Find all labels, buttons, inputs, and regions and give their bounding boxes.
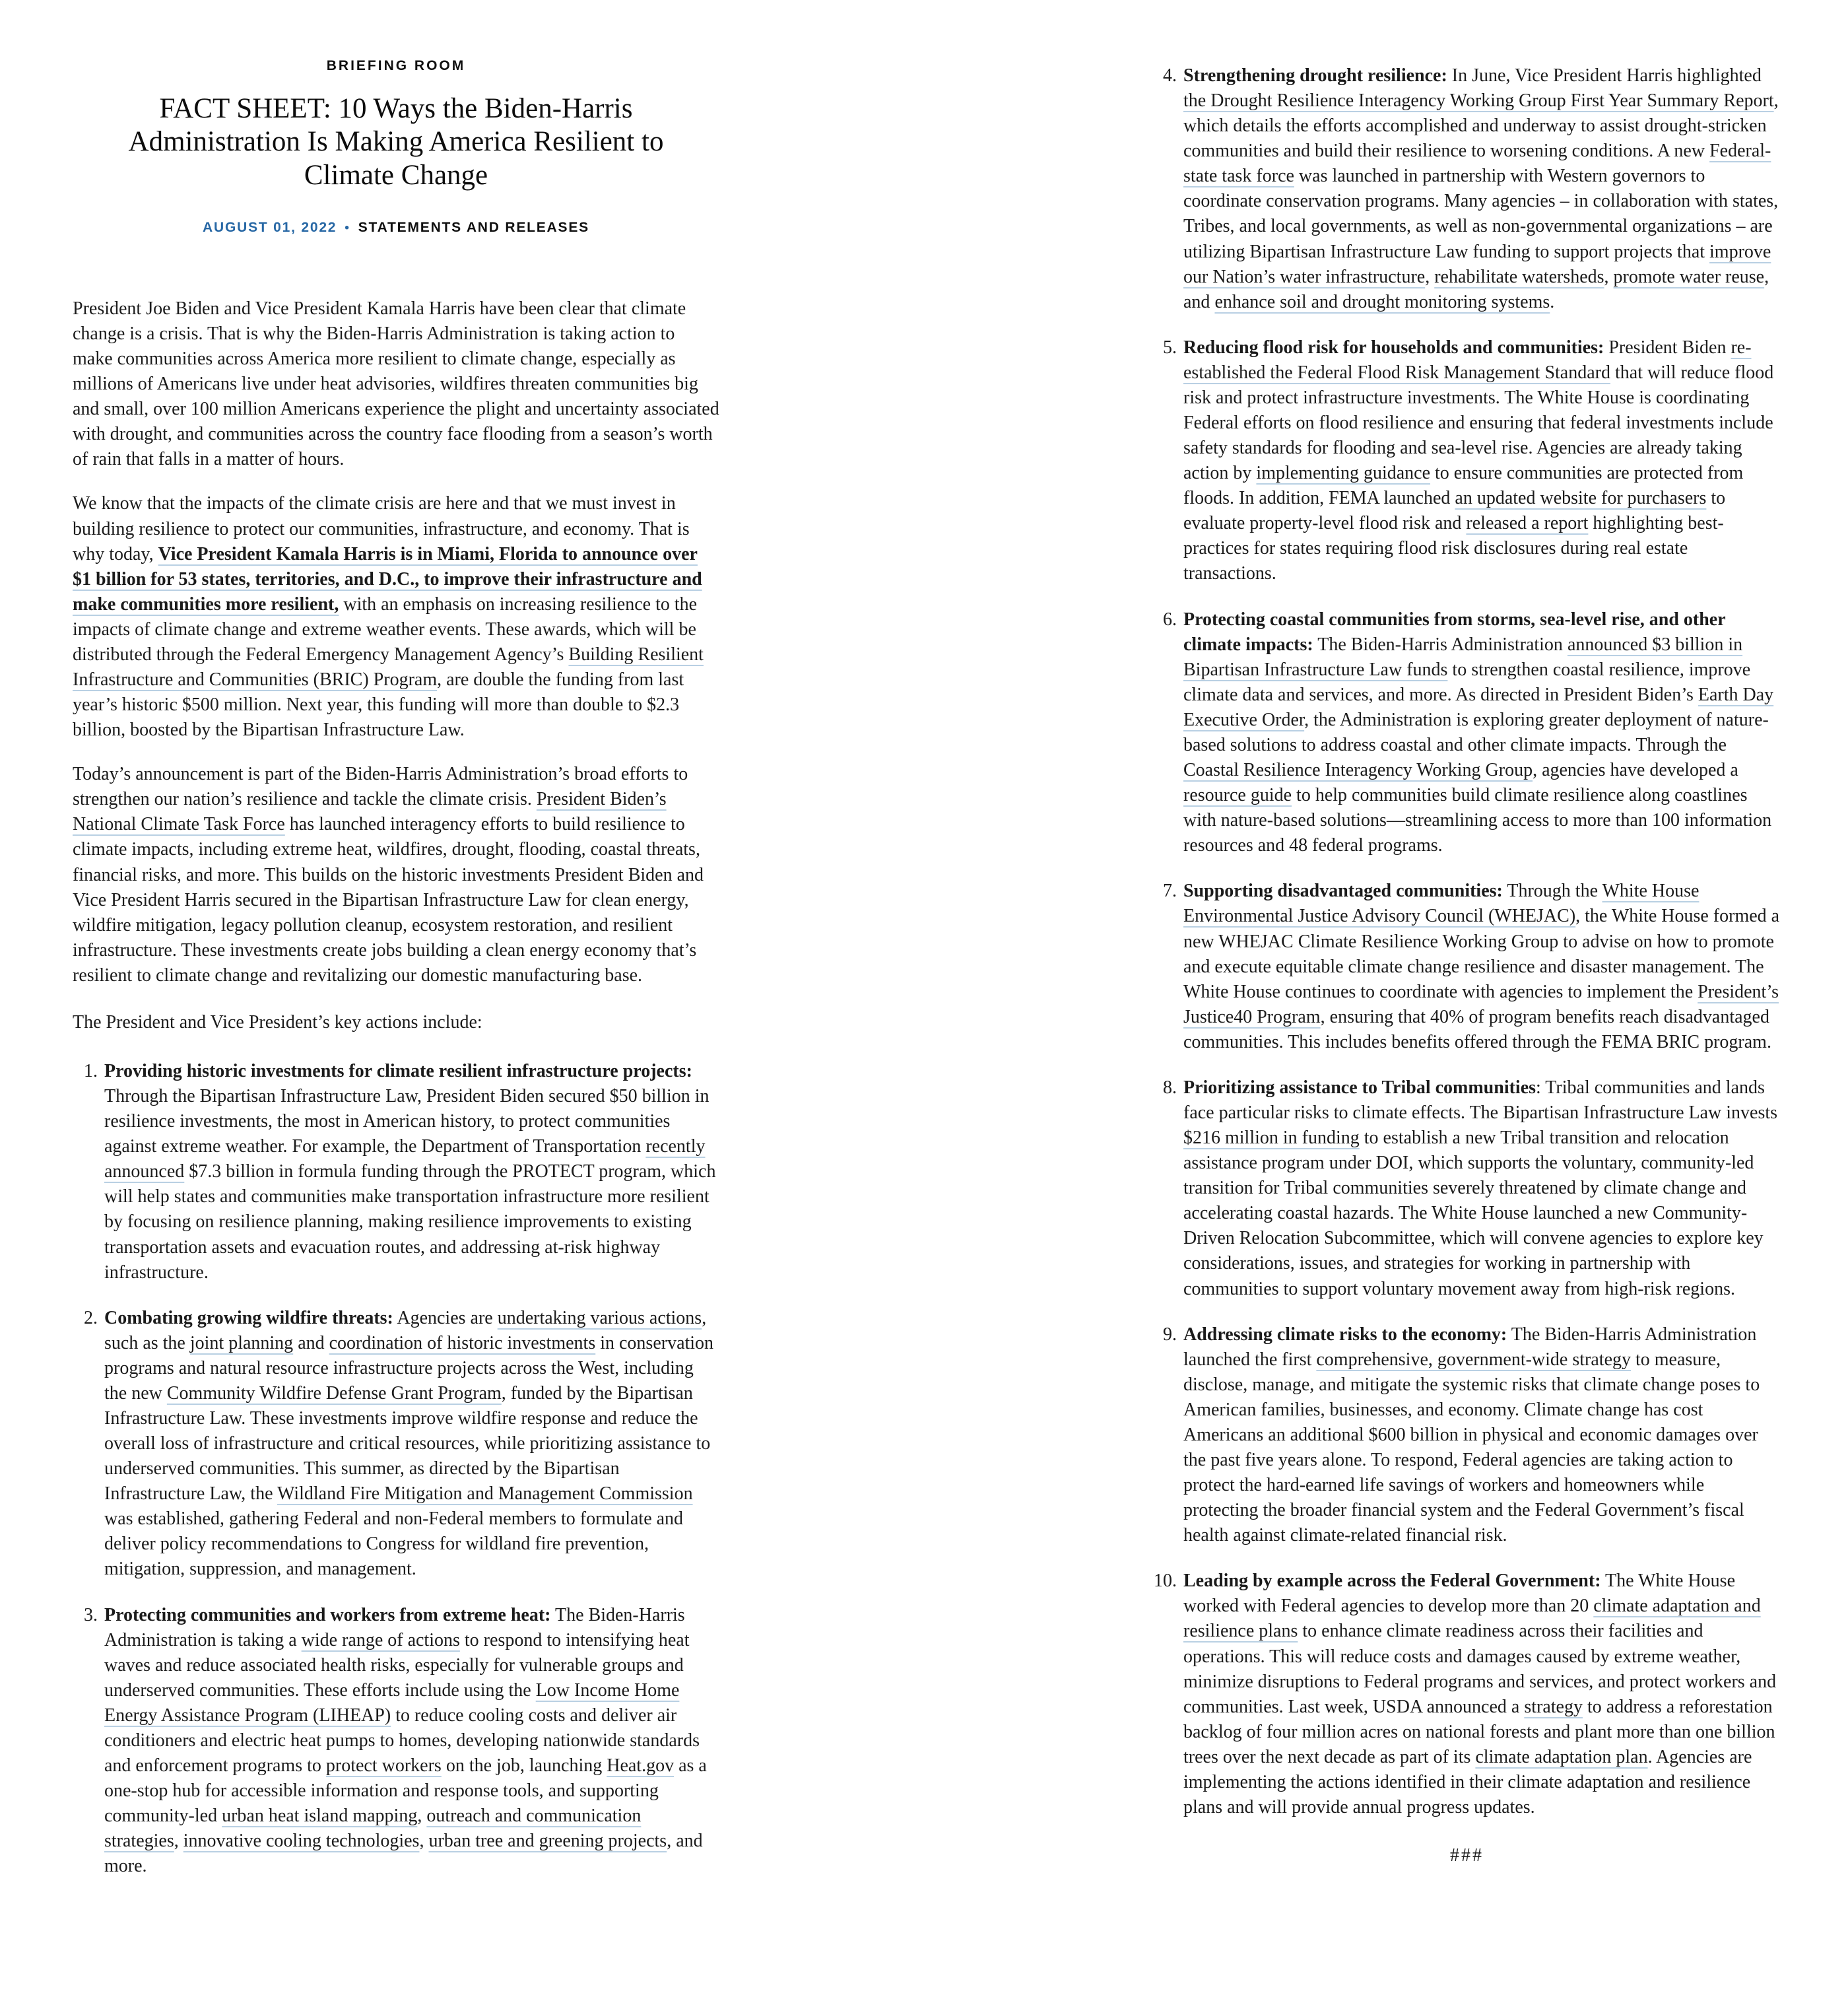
article-meta	[73, 220, 719, 236]
inline-link[interactable]: Vice President Kamala Harris is in Miami, Florida to announce over $1 billion for 53 states, territories, and D.C., to improve their infrastructure and make communities more resilient,	[73, 543, 702, 615]
text-segment: The Biden-Harris Administration is taking a	[104, 1604, 685, 1650]
text-segment: to evaluate property-level flood risk and	[1183, 488, 1726, 534]
text-segment: Protecting coastal communities from storms, sea-level rise, and other climate impacts:	[1183, 609, 1726, 655]
inline-link[interactable]: climate adaptation plan	[1475, 1746, 1648, 1767]
item-text	[1183, 65, 1779, 312]
text-segment: that will reduce flood risk and protect infrastructure investments. The White House is coordinating Federal efforts on flood resilience and ensuring that federal investments include safety standards for flooding and sea-level rise. Agencies are already taking action by	[1183, 362, 1774, 484]
text-segment: to address a reforestation backlog of four million acres on national forests and plant more than one billion trees over the next decade as part of its	[1183, 1696, 1775, 1767]
text-segment: We know that the impacts of the climate crisis are here and that we must invest in building resilience to protect our communities, infrastructure, and economy. That is why today,	[73, 493, 690, 564]
text-segment: In June, Vice President Harris highlighted	[1447, 65, 1762, 86]
inline-link[interactable]: coordination of historic investments	[329, 1332, 596, 1353]
inline-link[interactable]: innovative cooling technologies	[183, 1831, 420, 1852]
item-number: 9.	[1163, 1324, 1177, 1345]
item-text	[1183, 337, 1773, 584]
text-segment: , which details the efforts accomplished and underway to assist drought-stricken communities and build their resilience to worsening conditions. A new	[1183, 90, 1779, 162]
text-segment: , and more.	[104, 1831, 703, 1877]
text-segment: to enhance climate readiness across their facilities and operations. This will reduce costs and damages caused by extreme weather, minimize disruptions to Federal programs and services, and protect workers and communities. Last week, USDA announced a	[1183, 1621, 1777, 1717]
inline-link[interactable]: an updated website for purchasers	[1455, 488, 1707, 509]
text-segment: Supporting disadvantaged communities:	[1183, 881, 1503, 902]
text-segment: Reducing flood risk for households and communities:	[1183, 337, 1604, 358]
text-segment: highlighting best-practices for states requiring flood risk disclosures during real estate transactions.	[1183, 513, 1724, 584]
inline-link[interactable]: undertaking various actions	[497, 1307, 702, 1328]
inline-link[interactable]: improve our Nation’s water infrastructure	[1183, 241, 1771, 287]
separator-dot-icon: •	[345, 220, 350, 235]
inline-link[interactable]: implementing guidance	[1256, 463, 1431, 484]
inline-link[interactable]: resource guide	[1183, 785, 1292, 806]
inline-link[interactable]: released a report	[1466, 513, 1589, 534]
intro-paragraph-3	[73, 762, 719, 988]
item-number: 10.	[1154, 1571, 1177, 1592]
inline-link[interactable]: strategy	[1524, 1696, 1583, 1717]
text-segment: Addressing climate risks to the economy:	[1183, 1324, 1507, 1345]
text-segment: , and	[1183, 266, 1769, 312]
inline-link[interactable]: announced $3 billion in Bipartisan Infrastructure Law funds	[1183, 634, 1743, 680]
article-header	[73, 58, 719, 236]
text-segment: Strengthening drought resilience:	[1183, 65, 1447, 86]
text-segment: Protecting communities and workers from extreme heat:	[104, 1604, 551, 1625]
text-segment: ,	[1604, 266, 1614, 287]
text-segment: has launched interagency efforts to build resilience to climate impacts, including extreme heat, wildfires, drought, flooding, coastal threats, financial risks, and more. This builds on the historic investments President Biden and Vice President Harris secured in the Bipartisan Infrastructure Law for clean energy, wildfire mitigation, legacy pollution cleanup, ecosystem restoration, and resilient infrastructure. These investments create jobs building a clean energy economy that’s resilient to climate change and revitalizing our domestic manufacturing base.	[73, 814, 704, 986]
text-segment: Agencies are	[393, 1307, 498, 1328]
text-segment: to help communities build climate resilience along coastlines with nature-based solutions—streamlining access to more than 100 information resources and 48 federal programs.	[1183, 785, 1772, 856]
action-item-2	[84, 1306, 719, 1582]
inline-link[interactable]: Community Wildfire Defense Grant Program	[166, 1382, 502, 1404]
inline-link[interactable]: Heat.gov	[607, 1755, 675, 1777]
item-number: 8.	[1163, 1077, 1177, 1098]
item-text	[104, 1605, 707, 1877]
end-of-release-mark: ###	[1450, 1845, 1484, 1866]
text-segment: to measure, disclose, manage, and mitigate the systemic risks that climate change poses to American families, businesses, and economy. Climate change has cost Americans an additional $600 billion in physical and economic damages over the past five years alone. To respond, Federal agencies are taking action to protect the hard-earned life savings of workers and homeowners while protecting the broader financial system and the Federal Government’s fiscal health against climate-related financial risk.	[1183, 1349, 1760, 1546]
item-text	[1183, 1571, 1776, 1817]
text-segment: was launched in partnership with Western governors to coordinate conservation programs. Many agencies – in collaboration with states, Tribes, and local governments, as well as non-governmental organizations – are utilizing Bipartisan Infrastructure Law funding to support projects that	[1183, 166, 1779, 262]
inline-link[interactable]: recently announced	[104, 1136, 706, 1182]
text-segment: ,	[174, 1831, 183, 1852]
action-item-9	[1163, 1322, 1782, 1549]
item-text	[104, 1061, 715, 1283]
text-segment: The Biden-Harris Administration launched the first	[1183, 1324, 1757, 1370]
item-number: 2.	[84, 1307, 98, 1328]
key-actions-lead-in: The President and Vice President’s key actions include:	[73, 1011, 482, 1033]
actions-list-right	[1152, 63, 1782, 1820]
item-number: 3.	[84, 1604, 98, 1625]
text-segment: .	[1550, 291, 1555, 312]
left-column	[73, 0, 719, 1879]
inline-link[interactable]: outreach and communication strategies	[104, 1806, 642, 1852]
text-segment: The White House worked with Federal agencies to develop more than 20	[1183, 1571, 1735, 1617]
item-number: 6.	[1163, 609, 1177, 630]
text-segment: $7.3 billion in formula funding through the PROTECT program, which will help states and communities make transportation infrastructure more resilient by focusing on resilience planning, making resilience improvements to existing transportation assets and evacuation routes, and addressing at-risk highway infrastructure.	[104, 1161, 716, 1283]
item-text	[1183, 1324, 1760, 1546]
text-segment: on the job, launching	[441, 1755, 607, 1777]
text-segment: The Biden-Harris Administration	[1313, 634, 1568, 655]
intro-paragraph-1	[73, 296, 719, 473]
inline-link[interactable]: President Biden’s National Climate Task Force	[73, 789, 667, 835]
item-number: 5.	[1163, 337, 1177, 358]
item-text	[1183, 1077, 1777, 1299]
item-text	[104, 1308, 713, 1580]
text-segment: , are double the funding from last year’s historic $500 million. Next year, this funding will more than double to $2.3 billion, boosted by the Bipartisan Infrastructure Law.	[73, 669, 684, 741]
inline-link[interactable]: wide range of actions	[301, 1629, 460, 1650]
action-item-1	[84, 1059, 719, 1285]
text-segment: , such as the	[104, 1307, 707, 1353]
text-segment: President Joe Biden and Vice President Kamala Harris have been clear that climate change is a crisis. That is why the Biden-Harris Administration is taking action to make communities across America more resilient to climate change, especially as millions of Americans live under heat advisories, wildfires threaten communities big and small, over 100 million Americans experience the plight and uncertainty associated with drought, and communities across the country face flooding from a season’s worth of rain that falls in a matter of hours.	[73, 298, 719, 470]
text-segment: Leading by example across the Federal Government:	[1183, 1571, 1601, 1592]
text-segment: was established, gathering Federal and non-Federal members to formulate and deliver policy recommendations to Congress for wildland fire prevention, mitigation, suppression, and management.	[104, 1508, 684, 1580]
breadcrumb-briefing-room[interactable]: BRIEFING ROOM	[326, 58, 466, 73]
text-segment: , the Administration is exploring greater deployment of nature-based solutions to address coastal and other climate impacts. Through the	[1183, 709, 1769, 755]
inline-link[interactable]: the Drought Resilience Interagency Working Group First Year Summary Report	[1183, 90, 1774, 112]
category-label[interactable]: STATEMENTS AND RELEASES	[358, 219, 589, 235]
inline-link[interactable]: protect workers	[325, 1755, 442, 1777]
inline-link[interactable]: urban tree and greening projects	[428, 1831, 667, 1852]
text-segment: ,	[417, 1806, 427, 1827]
text-segment: Providing historic investments for climate resilient infrastructure projects:	[104, 1061, 692, 1081]
item-number: 4.	[1163, 65, 1177, 86]
text-segment: to establish a new Tribal transition and relocation assistance program under DOI, which supports the voluntary, community-led transition for Tribal communities severely threatened by climate change and accelerating coastal hazards. The White House launched a new Community-Driven Relocation Subcommittee, which will convene agencies to explore key considerations, issues, and strategies for working in partnership with communities to support voluntary movement away from high-risk regions.	[1183, 1128, 1764, 1299]
inline-link[interactable]: promote water reuse	[1613, 266, 1765, 287]
text-segment: Prioritizing assistance to Tribal communities	[1183, 1077, 1536, 1098]
inline-link[interactable]: enhance soil and drought monitoring systems	[1214, 291, 1550, 312]
text-segment: ,	[1425, 266, 1435, 287]
text-segment: President Biden	[1604, 337, 1731, 358]
text-segment: , ensuring that 40% of program benefits reach disadvantaged communities. This includes benefits offered through the FEMA BRIC program.	[1183, 1006, 1771, 1052]
inline-link[interactable]: urban heat island mapping	[222, 1806, 418, 1827]
publish-date: AUGUST 01, 2022	[203, 219, 337, 235]
page-title: FACT SHEET: 10 Ways the Biden-Harris Administration Is Making America Resilient to Climate Change	[128, 93, 664, 191]
text-segment: . Agencies are implementing the actions identified in their climate adaptation and resilience plans and will provide annual progress updates.	[1183, 1746, 1752, 1817]
inline-link[interactable]: rehabilitate watersheds	[1434, 266, 1604, 287]
text-segment: Combating growing wildfire threats:	[104, 1307, 393, 1328]
action-item-4	[1163, 63, 1782, 315]
inline-link[interactable]: comprehensive, government-wide strategy	[1316, 1349, 1631, 1370]
item-number: 7.	[1163, 881, 1177, 902]
inline-link[interactable]: Federal-state task force	[1183, 141, 1771, 187]
inline-link[interactable]: White House Environmental Justice Advisory Council (WHEJAC)	[1183, 881, 1700, 927]
inline-link[interactable]: Earth Day Executive Order	[1183, 684, 1774, 730]
action-item-7	[1163, 879, 1782, 1055]
inline-link[interactable]: re-established the Federal Flood Risk Management Standard	[1183, 337, 1752, 383]
item-text	[1183, 881, 1779, 1052]
intro-paragraph-2	[73, 491, 719, 743]
text-segment: with an emphasis on increasing resilience to the impacts of climate change and extreme weather events. These awards, which will be distributed through the Federal Emergency Management Agency’s	[73, 593, 698, 665]
text-segment: , agencies have developed a	[1533, 760, 1738, 781]
inline-link[interactable]: Building Resilient Infrastructure and Communities (BRIC) Program	[73, 644, 704, 690]
right-column	[1152, 0, 1782, 1866]
text-segment: ,	[419, 1831, 429, 1852]
item-number: 1.	[84, 1061, 98, 1081]
action-item-6	[1163, 607, 1782, 859]
text-segment: to reduce cooling costs and deliver air conditioners and electric heat pumps to homes, developing nationwide standards and enforcement programs to	[104, 1705, 700, 1777]
text-segment: , the White House formed a new WHEJAC Climate Resilience Working Group to advise on how to promote and execute equitable climate change resilience and disaster management. The White House continues to coordinate with agencies to implement the	[1183, 906, 1780, 1002]
action-item-5	[1163, 335, 1782, 587]
actions-list-left	[73, 1059, 719, 1879]
text-segment: to ensure communities are protected from floods. In addition, FEMA launched	[1183, 463, 1744, 509]
inline-link[interactable]: President’s Justice40 Program	[1183, 981, 1779, 1027]
item-text	[1183, 609, 1773, 856]
action-item-8	[1163, 1075, 1782, 1302]
text-segment: in conservation programs and natural resource infrastructure projects across the West, including the new	[104, 1332, 714, 1404]
text-segment: Today’s announcement is part of the Biden-Harris Administration’s broad efforts to strengthen our nation’s resilience and tackle the climate crisis.	[73, 764, 688, 810]
text-segment: Through the	[1502, 881, 1602, 902]
article-body-left	[73, 296, 719, 1880]
inline-link[interactable]: climate adaptation and resilience plans	[1183, 1596, 1761, 1642]
text-segment: to respond to intensifying heat waves and reduce associated health risks, especially for vulnerable groups and underserved communities. These efforts include using the	[104, 1629, 690, 1701]
inline-link[interactable]: Coastal Resilience Interagency Working Group	[1183, 760, 1533, 781]
text-segment: : Tribal communities and lands face particular risks to climate effects. The Bipartisan Infrastructure Law invests	[1183, 1077, 1778, 1123]
text-segment: to strengthen coastal resilience, improve climate data and services, and more. As directed in President Biden’s	[1183, 659, 1751, 705]
inline-link[interactable]: $216 million in funding	[1183, 1128, 1360, 1149]
inline-link[interactable]: Wildland Fire Mitigation and Management Commission	[277, 1483, 693, 1505]
inline-link[interactable]: joint planning	[189, 1332, 294, 1353]
inline-link[interactable]: Low Income Home Energy Assistance Program (LIHEAP)	[104, 1679, 680, 1726]
text-segment: Through the Bipartisan Infrastructure Law, President Biden secured $50 billion in resilience investments, the most in American history, to protect communities against extreme weather. For example, the Department of Transportation	[104, 1086, 710, 1157]
text-segment: , funded by the Bipartisan Infrastructure Law. These investments improve wildfire response and reduce the overall loss of infrastructure and critical resources, while prioritizing assistance to underserved communities. This summer, as directed by the Bipartisan Infrastructure Law, the	[104, 1382, 711, 1505]
text-segment: as a one-stop hub for accessible information and response tools, and supporting community-led	[104, 1755, 707, 1827]
action-item-3	[84, 1603, 719, 1880]
action-item-10	[1154, 1569, 1782, 1820]
text-segment: and	[293, 1332, 329, 1353]
